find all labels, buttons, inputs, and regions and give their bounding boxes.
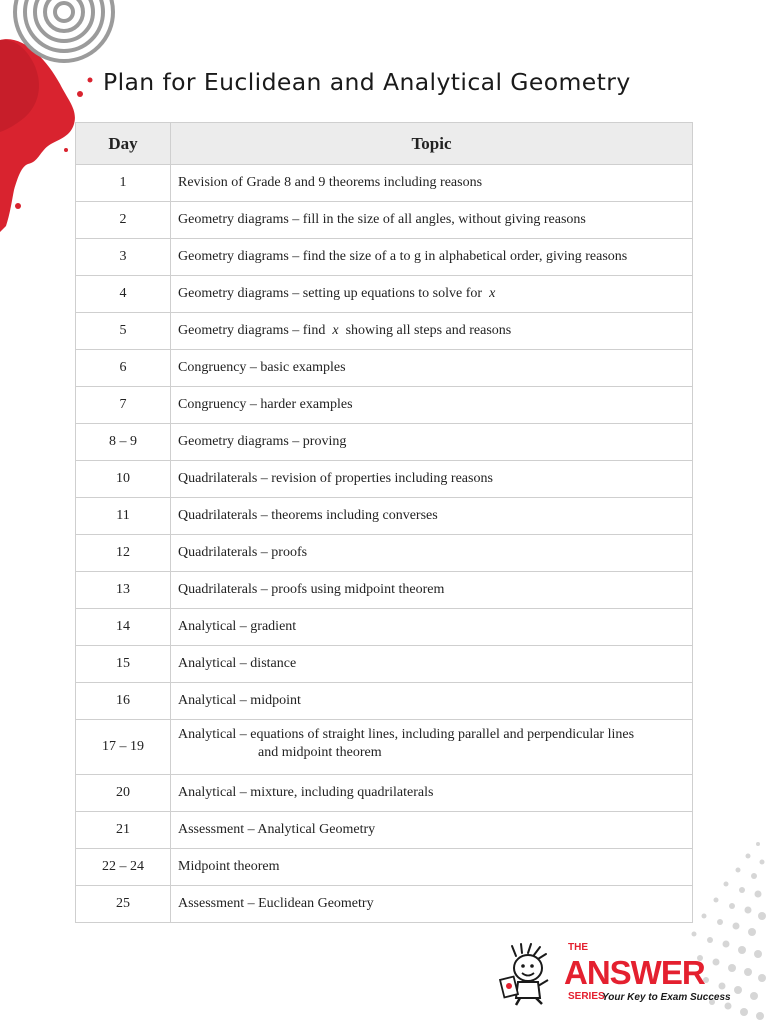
logo-series-text: SERIES (568, 991, 605, 1002)
topic-cell: Geometry diagrams – find the size of a to g in alphabetical order, giving reasons (171, 239, 693, 276)
topic-cell: Congruency – harder examples (171, 387, 693, 424)
topic-cell: Analytical – mixture, including quadrilaterals (171, 775, 693, 812)
table-row (76, 424, 693, 461)
day-cell: 6 (76, 350, 171, 387)
day-column-header: Day (76, 123, 171, 165)
topic-cell: Congruency – basic examples (171, 350, 693, 387)
table-row (76, 498, 693, 535)
answer-series-logo (498, 942, 748, 1008)
topic-cell (171, 276, 693, 313)
table-row (76, 886, 693, 923)
topic-cell: Assessment – Euclidean Geometry (171, 886, 693, 923)
topic-cell: Quadrilaterals – theorems including converses (171, 498, 693, 535)
topic-cell (171, 720, 693, 775)
topic-cell: Analytical – midpoint (171, 683, 693, 720)
logo-the-text: THE (568, 942, 588, 953)
topic-text: Geometry diagrams – find (178, 323, 326, 338)
topic-text-continuation: and midpoint theorem (258, 745, 382, 760)
page-title: Plan for Euclidean and Analytical Geometry (103, 68, 631, 96)
topic-text: Analytical – equations of straight lines, including parallel and perpendicular lines (178, 727, 635, 742)
topic-cell: Quadrilaterals – proofs (171, 535, 693, 572)
day-cell: 16 (76, 683, 171, 720)
table-row (76, 165, 693, 202)
table-row (76, 646, 693, 683)
topic-cell: Assessment – Analytical Geometry (171, 812, 693, 849)
topic-cell: Geometry diagrams – fill in the size of all angles, without giving reasons (171, 202, 693, 239)
day-cell: 7 (76, 387, 171, 424)
day-cell: 25 (76, 886, 171, 923)
table-row (76, 276, 693, 313)
day-cell: 10 (76, 461, 171, 498)
table-row (76, 387, 693, 424)
day-cell: 8 – 9 (76, 424, 171, 461)
topic-column-header: Topic (171, 123, 693, 165)
day-cell: 15 (76, 646, 171, 683)
topic-cell: Revision of Grade 8 and 9 theorems including reasons (171, 165, 693, 202)
table-row (76, 313, 693, 350)
topic-cell: Geometry diagrams – proving (171, 424, 693, 461)
table-row (76, 202, 693, 239)
table-row (76, 535, 693, 572)
day-cell: 17 – 19 (76, 720, 171, 775)
table-row (76, 239, 693, 276)
day-cell: 14 (76, 609, 171, 646)
day-cell: 20 (76, 775, 171, 812)
table-row (76, 609, 693, 646)
day-cell: 13 (76, 572, 171, 609)
table-row (76, 572, 693, 609)
day-cell: 11 (76, 498, 171, 535)
mascot-icon (498, 942, 560, 1006)
table-row (76, 461, 693, 498)
variable-x: x (332, 323, 339, 338)
variable-x: x (489, 286, 496, 301)
day-cell: 22 – 24 (76, 849, 171, 886)
day-cell: 12 (76, 535, 171, 572)
topic-text: Geometry diagrams – setting up equations to solve for (178, 286, 483, 301)
topic-cell: Analytical – distance (171, 646, 693, 683)
table-row (76, 849, 693, 886)
study-plan-table (75, 122, 693, 923)
table-row (76, 775, 693, 812)
logo-tagline: Your Key to Exam Success (602, 992, 731, 1003)
day-cell: 4 (76, 276, 171, 313)
table-row (76, 683, 693, 720)
topic-cell: Quadrilaterals – proofs using midpoint theorem (171, 572, 693, 609)
topic-text-after: showing all steps and reasons (345, 323, 512, 338)
table-row (76, 350, 693, 387)
topic-cell: Analytical – gradient (171, 609, 693, 646)
day-cell: 2 (76, 202, 171, 239)
topic-cell (171, 313, 693, 350)
day-cell: 21 (76, 812, 171, 849)
day-cell: 5 (76, 313, 171, 350)
table-header-row (76, 123, 693, 165)
table-row (76, 720, 693, 775)
topic-cell: Quadrilaterals – revision of properties including reasons (171, 461, 693, 498)
topic-cell: Midpoint theorem (171, 849, 693, 886)
day-cell: 1 (76, 165, 171, 202)
day-cell: 3 (76, 239, 171, 276)
table-row (76, 812, 693, 849)
logo-answer-text: ANSWER (564, 954, 705, 991)
